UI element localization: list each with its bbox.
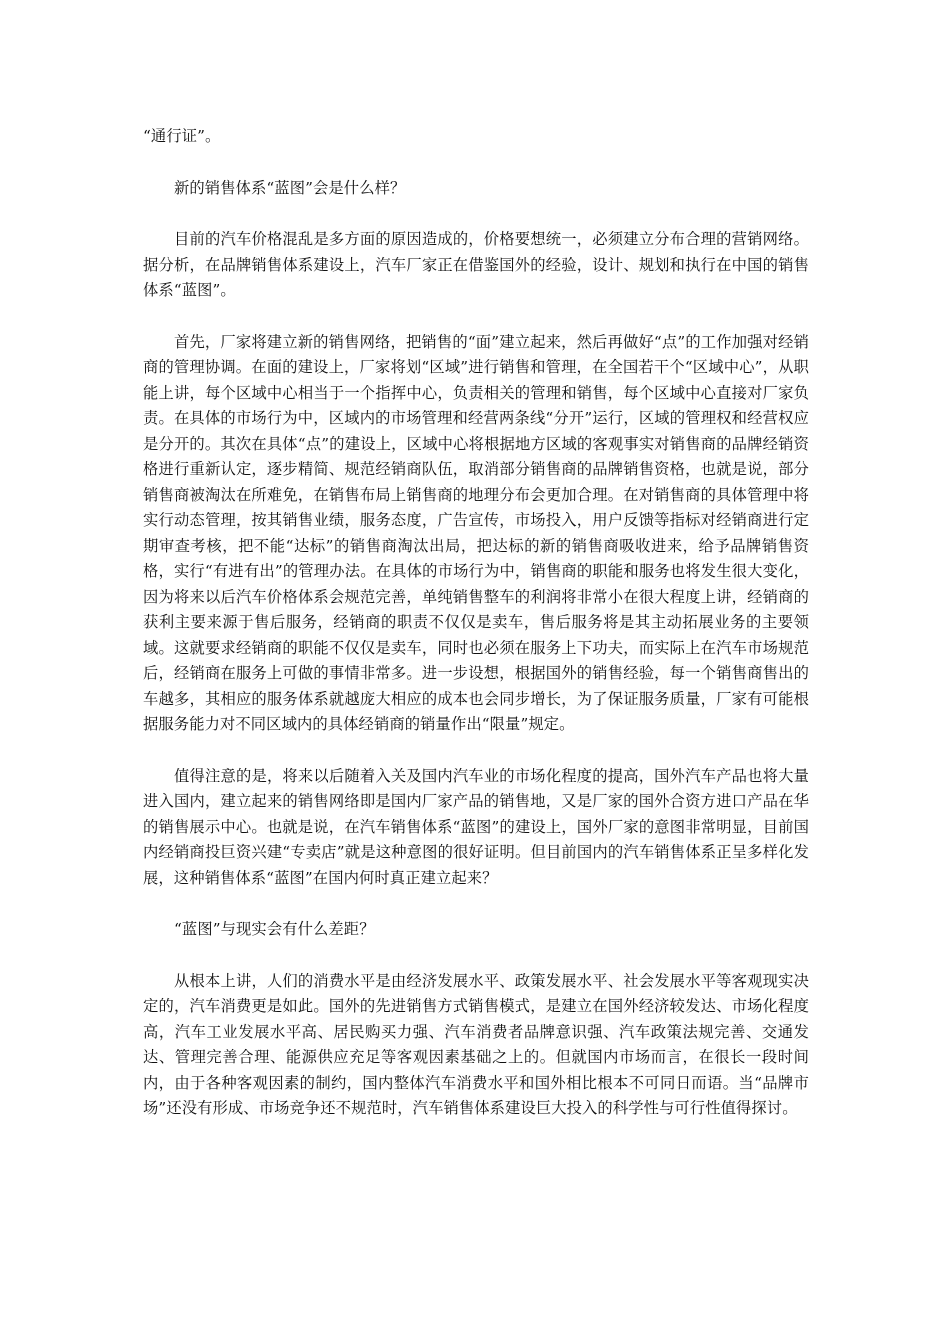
paragraph-foreign-products: 值得注意的是，将来以后随着入关及国内汽车业的市场化程度的提高，国外汽车产品也将大量进入国内，建立起来的销售网络即是国内厂家产品的销售地，又是厂家的国外合资方进口产品在华的销售展示中心。也就是说，在汽车销售体系“蓝图”的建设上，国外厂家的意图非常明显，目前国内经销商投巨资兴建“专卖店”就是这种意图的很好证明。但目前国内的汽车销售体系正呈多样化发展，这种销售体系“蓝图”在国内何时真正建立起来？	[143, 766, 809, 887]
paragraph-sales-network: 首先，厂家将建立新的销售网络，把销售的“面”建立起来，然后再做好“点”的工作加强对经销商的管理协调。在面的建设上，厂家将划“区域”进行销售和管理，在全国若干个“区域中心”，从职能上讲，每个区域中心相当于一个指挥中心，负责相关的管理和销售，每个区域中心直接对厂家负责。在具体的市场行为中，区域内的市场管理和经营两条线“分开”运行，区域的管理权和经营权应是分开的。其次在具体“点”的建设上，区域中心将根据地方区域的客观事实对销售商的品牌经销资格进行重新认定，逐步精简、规范经销商队伍，取消部分销售商的品牌销售资格，也就是说，部分销售商被淘汰在所难免，在销售布局上销售商的地理分布会更加合理。在对销售商的具体管理中将实行动态管理，按其销售业绩，服务态度，广告宣传，市场投入，用户反馈等指标对经销商进行定期审查考核，把不能“达标”的销售商淘汰出局，把达标的新的销售商吸收进来，给予品牌销售资格，实行“有进有出”的管理办法。在具体的市场行为中，销售商的职能和服务也将发生很大变化，因为将来以后汽车价格体系会规范完善，单纯销售整车的利润将非常小在很大程度上讲，经销商的获利主要来源于售后服务，经销商的职责不仅仅是卖车，售后服务将是其主动拓展业务的主要领域。这就要求经销商的职能不仅仅是卖车，同时也必须在服务上下功夫，而实际上在汽车市场规范后，经销商在服务上可做的事情非常多。进一步设想，根据国外的销售经验，每一个销售商售出的车越多，其相应的服务体系就越庞大相应的成本也会同步增长，为了保证服务质量，厂家有可能根据服务能力对不同区域内的具体经销商的销量作出“限量”规定。	[143, 332, 809, 733]
paragraph-price-chaos: 目前的汽车价格混乱是多方面的原因造成的，价格要想统一，必须建立分布合理的营销网络。据分析，在品牌销售体系建设上，汽车厂家正在借鉴国外的经验，设计、规划和执行在中国的销售体系“蓝图”。	[143, 230, 809, 299]
paragraph-gap	[143, 304, 809, 330]
paragraph-gap	[143, 738, 809, 764]
section-heading-reality-gap: “蓝图”与现实会有什么差距？	[174, 920, 375, 938]
paragraph-gap	[143, 201, 809, 227]
paragraph-consumption-level: 从根本上讲，人们的消费水平是由经济发展水平、政策发展水平、社会发展水平等客观现实决定的，汽车消费更是如此。国外的先进销售方式销售模式，是建立在国外经济较发达、市场化程度高，汽车工业发展水平高、居民购买力强、汽车消费者品牌意识强、汽车政策法规完善、交通发达、管理完善合理、能源供应充足等客观因素基础之上的。但就国内市场而言，在很长一段时间内，由于各种客观因素的制约，国内整体汽车消费水平和国外相比根本不可同日而语。当“品牌市场”还没有形成、市场竞争还不规范时，汽车销售体系建设巨大投入的科学性与可行性值得探讨。	[143, 971, 809, 1117]
section-heading-blueprint: 新的销售体系“蓝图”会是什么样？	[174, 178, 406, 197]
paragraph-continuation: “通行证”。	[143, 127, 221, 145]
document-body	[143, 124, 809, 1122]
paragraph-gap	[143, 150, 809, 176]
paragraph-gap	[143, 891, 809, 917]
paragraph-gap	[143, 943, 809, 969]
